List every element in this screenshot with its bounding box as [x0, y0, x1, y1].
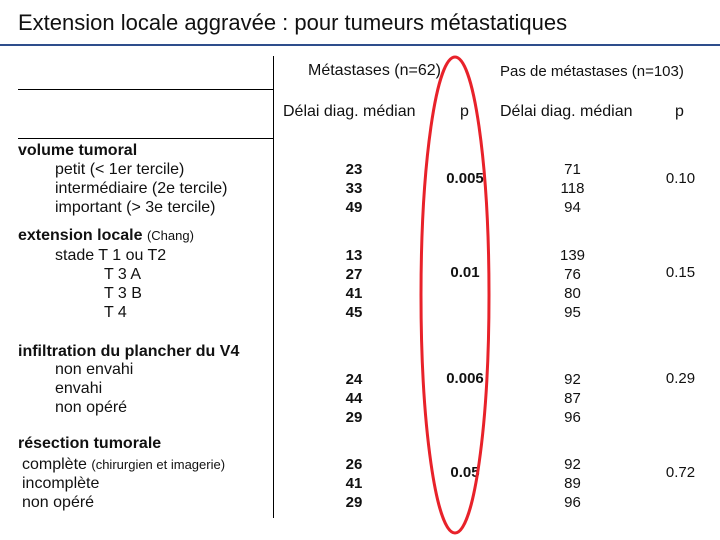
nometa-values-extension: [550, 246, 595, 322]
nometa-value: 96: [564, 494, 581, 511]
group-label-extension: [18, 226, 194, 245]
group-label-note: (Chang): [146, 228, 194, 243]
row-label: T 3 B: [104, 285, 142, 302]
page-title: Extension locale aggravée : pour tumeurs métastatiques: [18, 10, 568, 35]
highlight-ellipse-shape: [421, 57, 489, 533]
nometa-value: 94: [564, 199, 581, 216]
nometa-value: 139: [559, 247, 586, 264]
group-label-volume: volume tumoral: [18, 142, 138, 159]
row-label: T 4: [104, 304, 127, 321]
nometa-value: 80: [564, 285, 581, 302]
meta-value: 13: [345, 247, 363, 264]
nometa-value: 96: [564, 409, 581, 426]
group-label-infiltration: infiltration du plancher du V4: [18, 343, 240, 360]
p-value-nometa-infiltration: 0.29: [665, 370, 696, 387]
meta-value: 33: [345, 180, 363, 197]
meta-value: 44: [345, 390, 363, 407]
p-value-nometa-volume: 0.10: [665, 170, 696, 187]
title-underline: [0, 44, 720, 46]
col-header-p-meta: p: [460, 103, 469, 120]
row-label: intermédiaire (2e tercile): [55, 180, 228, 197]
meta-values-infiltration: [334, 370, 374, 427]
p-value-nometa-resection: 0.72: [665, 464, 696, 481]
meta-value: 49: [345, 199, 363, 216]
p-value-meta-volume: 0.005: [446, 170, 484, 187]
row-label: T 3 A: [104, 266, 142, 283]
nometa-values-resection: [550, 455, 595, 512]
p-value-meta-infiltration: 0.006: [446, 370, 484, 387]
meta-value: 26: [345, 456, 363, 473]
row-label: stade T 1 ou T2: [55, 247, 167, 264]
nometa-value: 95: [564, 304, 581, 321]
row-label-text: complète: [22, 456, 87, 473]
nometa-value: 71: [564, 161, 581, 178]
meta-value: 29: [345, 494, 363, 511]
row-label: [22, 455, 225, 474]
row-label: incomplète: [22, 475, 100, 492]
table-rule: [18, 138, 273, 139]
p-value-nometa-extension: 0.15: [665, 264, 696, 281]
highlight-ellipse: [400, 40, 510, 540]
col-header-delai-meta: Délai diag. médian: [283, 103, 416, 120]
col-header-delai-nometa: Délai diag. médian: [500, 103, 633, 120]
row-label-note: (chirurgien et imagerie): [91, 457, 226, 472]
meta-value: 23: [345, 161, 363, 178]
col-header-p-nometa: p: [675, 103, 684, 120]
row-label: important (> 3e tercile): [55, 199, 216, 216]
p-value-meta-resection: 0.05: [450, 464, 480, 481]
table-rule: [18, 89, 273, 90]
meta-value: 27: [345, 266, 363, 283]
nometa-value: 118: [560, 180, 585, 197]
nometa-values-volume: [550, 160, 595, 217]
row-labels-volume: [55, 160, 228, 217]
p-value-meta-extension: 0.01: [450, 264, 480, 281]
meta-values-extension: [334, 246, 374, 322]
nometa-group-header: Pas de métastases (n=103): [500, 63, 684, 80]
nometa-value: 92: [564, 456, 581, 473]
row-labels-infiltration: [55, 360, 133, 417]
group-label-resection: résection tumorale: [18, 435, 162, 452]
row-label: non opéré: [55, 399, 128, 416]
nometa-values-infiltration: [550, 370, 595, 427]
meta-values-volume: [334, 160, 374, 217]
meta-value: 24: [345, 371, 363, 388]
meta-group-header: Métastases (n=62): [308, 62, 441, 79]
nometa-value: 87: [564, 390, 581, 407]
meta-value: 41: [345, 475, 363, 492]
table-divider: [273, 56, 274, 518]
nometa-value: 76: [564, 266, 581, 283]
nometa-value: 92: [564, 371, 581, 388]
row-label: petit (< 1er tercile): [55, 161, 185, 178]
row-label: non envahi: [55, 361, 134, 378]
row-label: non opéré: [22, 494, 95, 511]
meta-value: 45: [345, 304, 363, 321]
meta-value: 29: [345, 409, 363, 426]
meta-value: 41: [345, 285, 363, 302]
row-label: envahi: [55, 380, 103, 397]
group-label-text: extension locale: [18, 227, 143, 244]
nometa-value: 89: [564, 475, 581, 492]
meta-values-resection: [334, 455, 374, 512]
